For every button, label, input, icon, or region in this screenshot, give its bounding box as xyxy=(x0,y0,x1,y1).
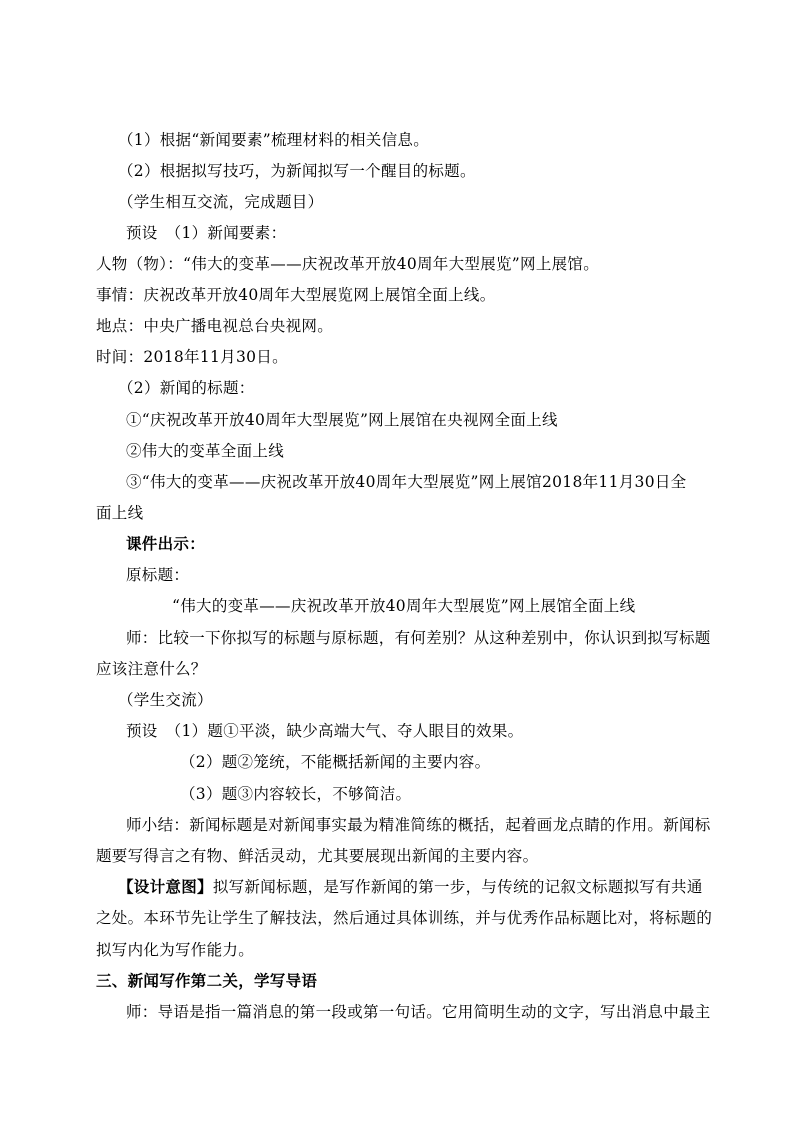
line-task-2: （2）根据拟写技巧，为新闻拟写一个醒目的标题。 xyxy=(118,162,476,180)
line-preset-elements: 预设 （1）新闻要素： xyxy=(126,224,287,242)
line-original-title-label: 原标题： xyxy=(126,566,190,584)
line-teacher-question-cont: 应该注意什么？ xyxy=(96,660,207,678)
line-headline-1: ①“庆祝改革开放40周年大型展览”网上展馆在央视网全面上线 xyxy=(126,411,558,429)
line-preset-3: （3）题③内容较长，不够简洁。 xyxy=(180,785,412,803)
line-time: 时间：2018年11月30日。 xyxy=(96,348,288,366)
line-headline-3: ③“伟大的变革——庆祝改革开放40周年大型展览”网上展馆2018年11月30日全 xyxy=(126,473,687,491)
line-design-intent-cont-1: 之处。本环节先让学生了解技法，然后通过具体训练，并与优秀作品标题比对，将标题的 xyxy=(96,909,713,927)
line-teacher-question: 师：比较一下你拟写的标题与原标题，有何差别？从这种差别中，你认识到拟写标题 xyxy=(126,629,711,647)
design-intent-text: 拟写新闻标题，是写作新闻的第一步，与传统的记叙文标题拟写有共通 xyxy=(212,878,703,896)
line-preset-2: （2）题②笼统，不能概括新闻的主要内容。 xyxy=(180,753,491,771)
line-person: 人物（物）：“伟大的变革——庆祝改革开放40周年大型展览”网上展馆。 xyxy=(96,255,600,273)
line-headline-2: ②伟大的变革全面上线 xyxy=(126,442,285,460)
line-student-discussion: （学生交流） xyxy=(118,691,213,709)
line-summary: 师小结：新闻标题是对新闻事实最为精准简练的概括，起着画龙点睛的作用。新闻标 xyxy=(126,816,711,834)
line-headline-3-cont: 面上线 xyxy=(96,504,144,522)
line-lead-intro: 师：导语是指一篇消息的第一段或第一句话。它用简明生动的文字，写出消息中最主 xyxy=(126,1003,711,1021)
line-headline-heading: （2）新闻的标题： xyxy=(118,379,255,397)
section-heading-3: 三、新闻写作第二关，学写导语 xyxy=(96,971,318,990)
line-design-intent-cont-2: 拟写内化为写作能力。 xyxy=(96,941,255,959)
line-design-intent xyxy=(118,877,703,897)
line-summary-cont: 题要写得言之有物、鲜活灵动，尤其要展现出新闻的主要内容。 xyxy=(96,847,539,865)
line-courseware: 课件出示： xyxy=(126,534,206,553)
line-original-title: “伟大的变革——庆祝改革开放40周年大型展览”网上展馆全面上线 xyxy=(172,597,636,615)
line-event: 事情：庆祝改革开放40周年大型展览网上展馆全面上线。 xyxy=(96,286,496,304)
line-task-1: （1）根据“新闻要素”梳理材料的相关信息。 xyxy=(118,131,430,149)
design-intent-label: 【设计意图】 xyxy=(118,877,213,896)
line-place: 地点：中央广播电视总台央视网。 xyxy=(96,317,334,335)
line-student-exchange: （学生相互交流，完成题目） xyxy=(118,193,324,211)
line-preset-1: 预设 （1）题①平淡，缺少高端大气、夺人眼目的效果。 xyxy=(126,722,524,740)
